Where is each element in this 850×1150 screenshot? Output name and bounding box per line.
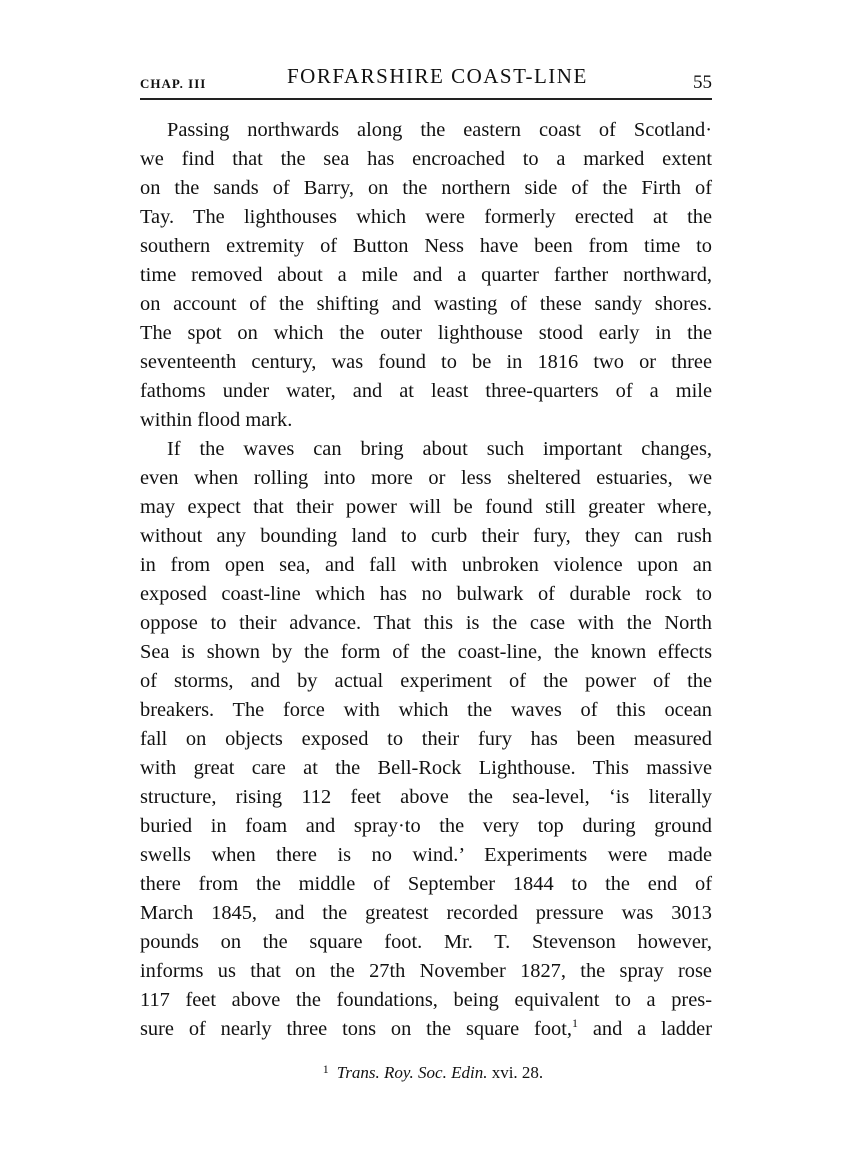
text-line: informs us that on the 27th November 1827, the spray rose [140, 960, 712, 982]
footnote [140, 1062, 712, 1083]
text-line: there from the middle of September 1844 to the end of [140, 873, 712, 895]
footnote-reference-text: xvi. 28. [491, 1063, 544, 1082]
text-line-start: sure of nearly three tons on the square foot, [140, 1018, 572, 1040]
text-line: If the waves can bring about such important changes, [167, 438, 712, 460]
text-line: oppose to their advance. That this is the case with the North [140, 612, 712, 634]
text-line-with-footnote [140, 1015, 712, 1044]
text-line: even when rolling into more or less sheltered estuaries, we [140, 467, 712, 489]
text-line: in from open sea, and fall with unbroken violence upon an [140, 554, 712, 576]
text-line: of storms, and by actual experiment of the power of the [140, 670, 712, 692]
text-line: on account of the shifting and wasting of these sandy shores. [140, 293, 712, 315]
text-line: Sea is shown by the form of the coast-line, the known effects [140, 641, 712, 663]
chapter-label: CHAP. III [140, 76, 207, 91]
running-header [140, 60, 712, 100]
book-page [140, 60, 712, 1083]
footnote-source: Trans. Roy. Soc. Edin. [336, 1063, 488, 1082]
text-line: may expect that their power will be found still greater where, [140, 496, 712, 518]
body-text [140, 116, 712, 1044]
text-line: we find that the sea has encroached to a marked extent [140, 148, 712, 170]
text-line: The spot on which the outer lighthouse stood early in the [140, 322, 712, 344]
text-line-end: and a ladder [592, 1018, 712, 1040]
text-line: pounds on the square foot. Mr. T. Stevenson however, [140, 931, 712, 953]
text-line: exposed coast-line which has no bulwark of durable rock to [140, 583, 712, 605]
footnote-marker: 1 [322, 1062, 329, 1076]
text-line: breakers. The force with which the waves of this ocean [140, 699, 712, 721]
text-line: on the sands of Barry, on the northern side of the Firth of [140, 177, 712, 199]
running-title: FORFARSHIRE COAST-LINE [287, 64, 588, 88]
text-line: structure, rising 112 feet above the sea-level, ‘is literally [140, 786, 712, 808]
text-line: fall on objects exposed to their fury has been measured [140, 728, 712, 750]
text-line: with great care at the Bell-Rock Lighthouse. This massive [140, 757, 712, 779]
text-line: fathoms under water, and at least three-quarters of a mile [140, 380, 712, 402]
text-line: 117 feet above the foundations, being equivalent to a pres- [140, 989, 712, 1011]
text-line: without any bounding land to curb their fury, they can rush [140, 525, 712, 547]
text-line: time removed about a mile and a quarter farther northward, [140, 264, 712, 286]
text-line: Tay. The lighthouses which were formerly erected at the [140, 206, 712, 228]
text-line: seventeenth century, was found to be in 1816 two or three [140, 351, 712, 373]
paragraph-1 [140, 116, 712, 435]
paragraph-2 [140, 435, 712, 1044]
footnote-reference[interactable]: 1 [571, 1016, 578, 1030]
text-line: southern extremity of Button Ness have been from time to [140, 235, 712, 257]
text-line: buried in foam and spray·to the very top during ground [140, 815, 712, 837]
text-line: Passing northwards along the eastern coast of Scotland· [167, 119, 712, 141]
text-line: March 1845, and the greatest recorded pressure was 3013 [140, 902, 712, 924]
page-number: 55 [693, 72, 712, 93]
text-line: swells when there is no wind.’ Experiments were made [140, 844, 712, 866]
text-line: within flood mark. [140, 409, 293, 431]
